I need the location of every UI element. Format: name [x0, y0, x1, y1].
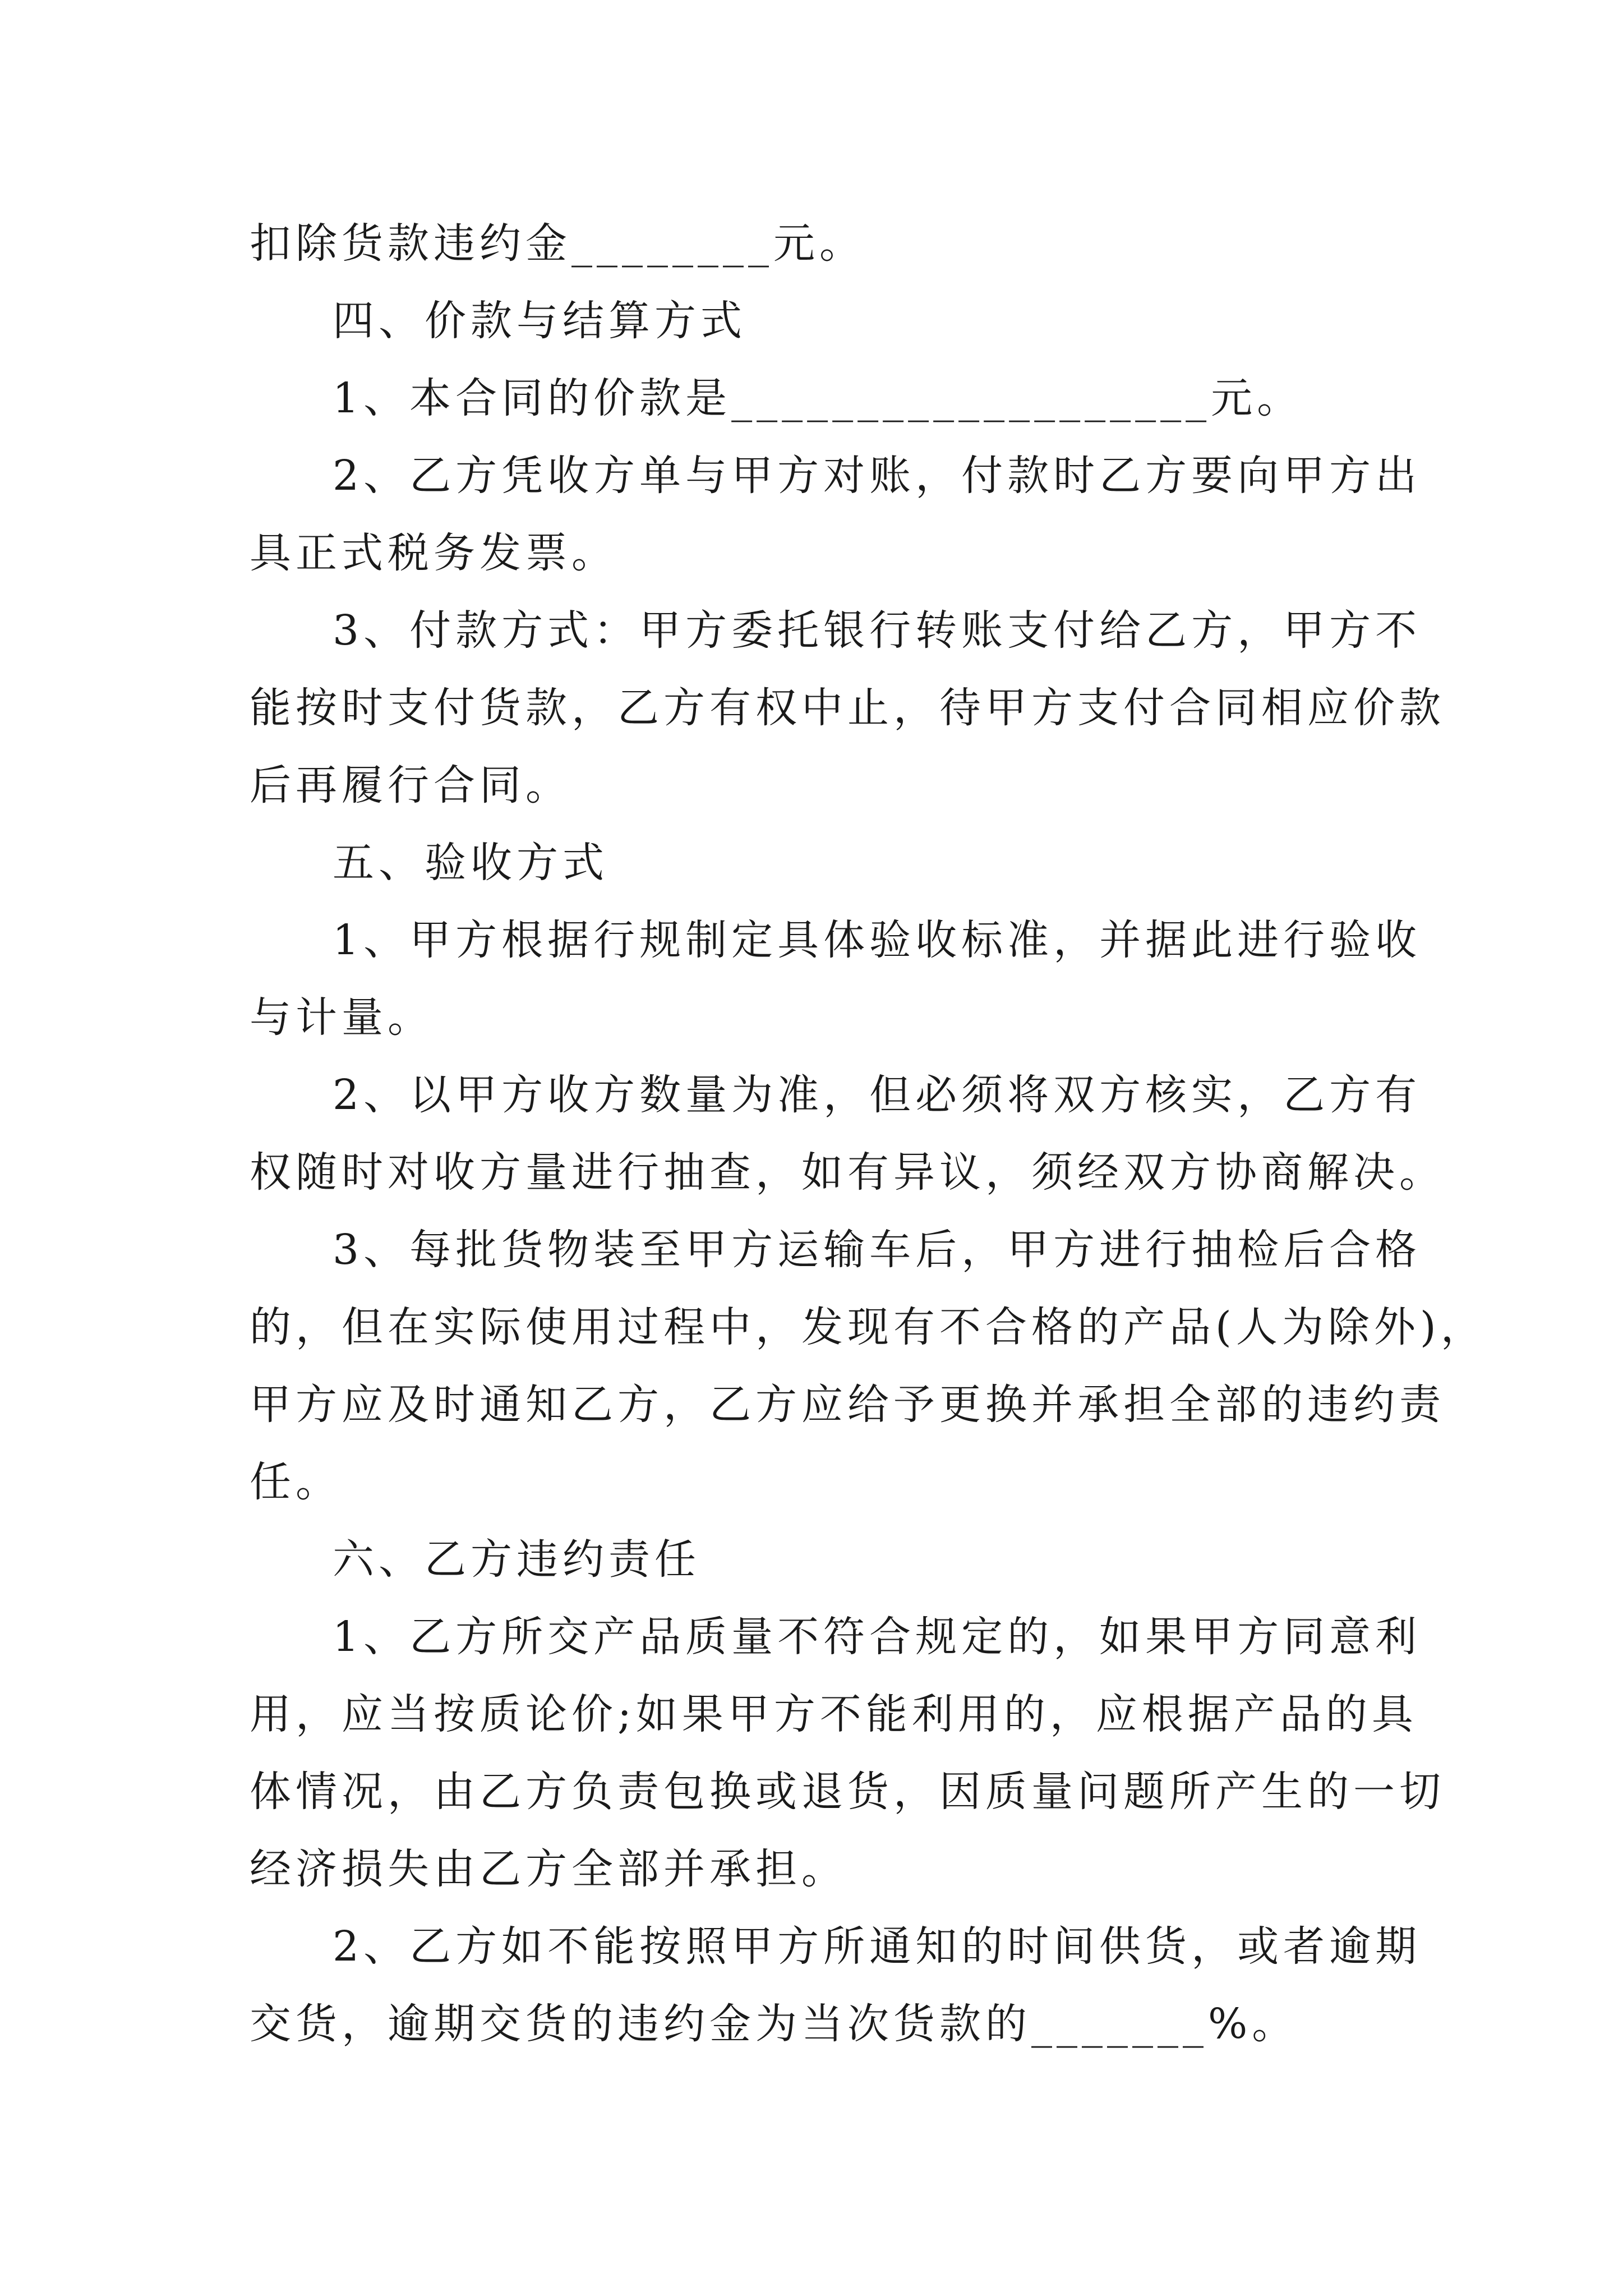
text-line: 经济损失由乙方全部并承担。: [250, 1845, 847, 1893]
text-line: 3、每批货物装至甲方运输车后，甲方进行抽检后合格: [333, 1226, 1422, 1274]
text-line: 交货，逾期交货的违约金为当次货款的_______%。: [250, 2000, 1298, 2048]
text-line: 后再履行合同。: [250, 761, 571, 809]
section-heading-price-settlement: 四、价款与结算方式: [333, 297, 746, 345]
text-line: 1、乙方所交产品质量不符合规定的，如果甲方同意利: [333, 1613, 1422, 1661]
text-line: 1、本合同的价款是___________________元。: [333, 374, 1303, 422]
text-line: 1、甲方根据行规制定具体验收标准，并据此进行验收: [333, 916, 1422, 964]
text-line: 扣除货款违约金________元。: [250, 219, 865, 268]
text-line: 与计量。: [250, 993, 434, 1042]
text-line: 权随时对收方量进行抽查，如有异议，须经双方协商解决。: [250, 1148, 1445, 1197]
text-line: 3、付款方式：甲方委托银行转账支付给乙方，甲方不: [333, 606, 1422, 655]
text-line: 2、乙方凭收方单与甲方对账，付款时乙方要向甲方出: [333, 452, 1422, 500]
text-line: 体情况，由乙方负责包换或退货，因质量问题所产生的一切: [250, 1768, 1445, 1816]
text-line: 能按时支付货款，乙方有权中止，待甲方支付合同相应价款: [250, 684, 1445, 732]
text-line: 2、乙方如不能按照甲方所通知的时间供货，或者逾期: [333, 1922, 1422, 1971]
document-body: [250, 205, 1487, 2063]
text-line: 具正式税务发票。: [250, 529, 617, 577]
text-line: 用，应当按质论价;如果甲方不能利用的，应根据产品的具: [250, 1690, 1418, 1738]
section-heading-liability: 六、乙方违约责任: [333, 1535, 700, 1584]
text-line: 的，但在实际使用过程中，发现有不合格的产品(人为除外)，: [250, 1303, 1487, 1351]
text-line: 2、以甲方收方数量为准，但必须将双方核实，乙方有: [333, 1071, 1422, 1119]
text-line: 甲方应及时通知乙方，乙方应给予更换并承担全部的违约责: [250, 1381, 1445, 1429]
text-line: 任。: [250, 1458, 342, 1506]
section-heading-acceptance: 五、验收方式: [333, 839, 608, 887]
